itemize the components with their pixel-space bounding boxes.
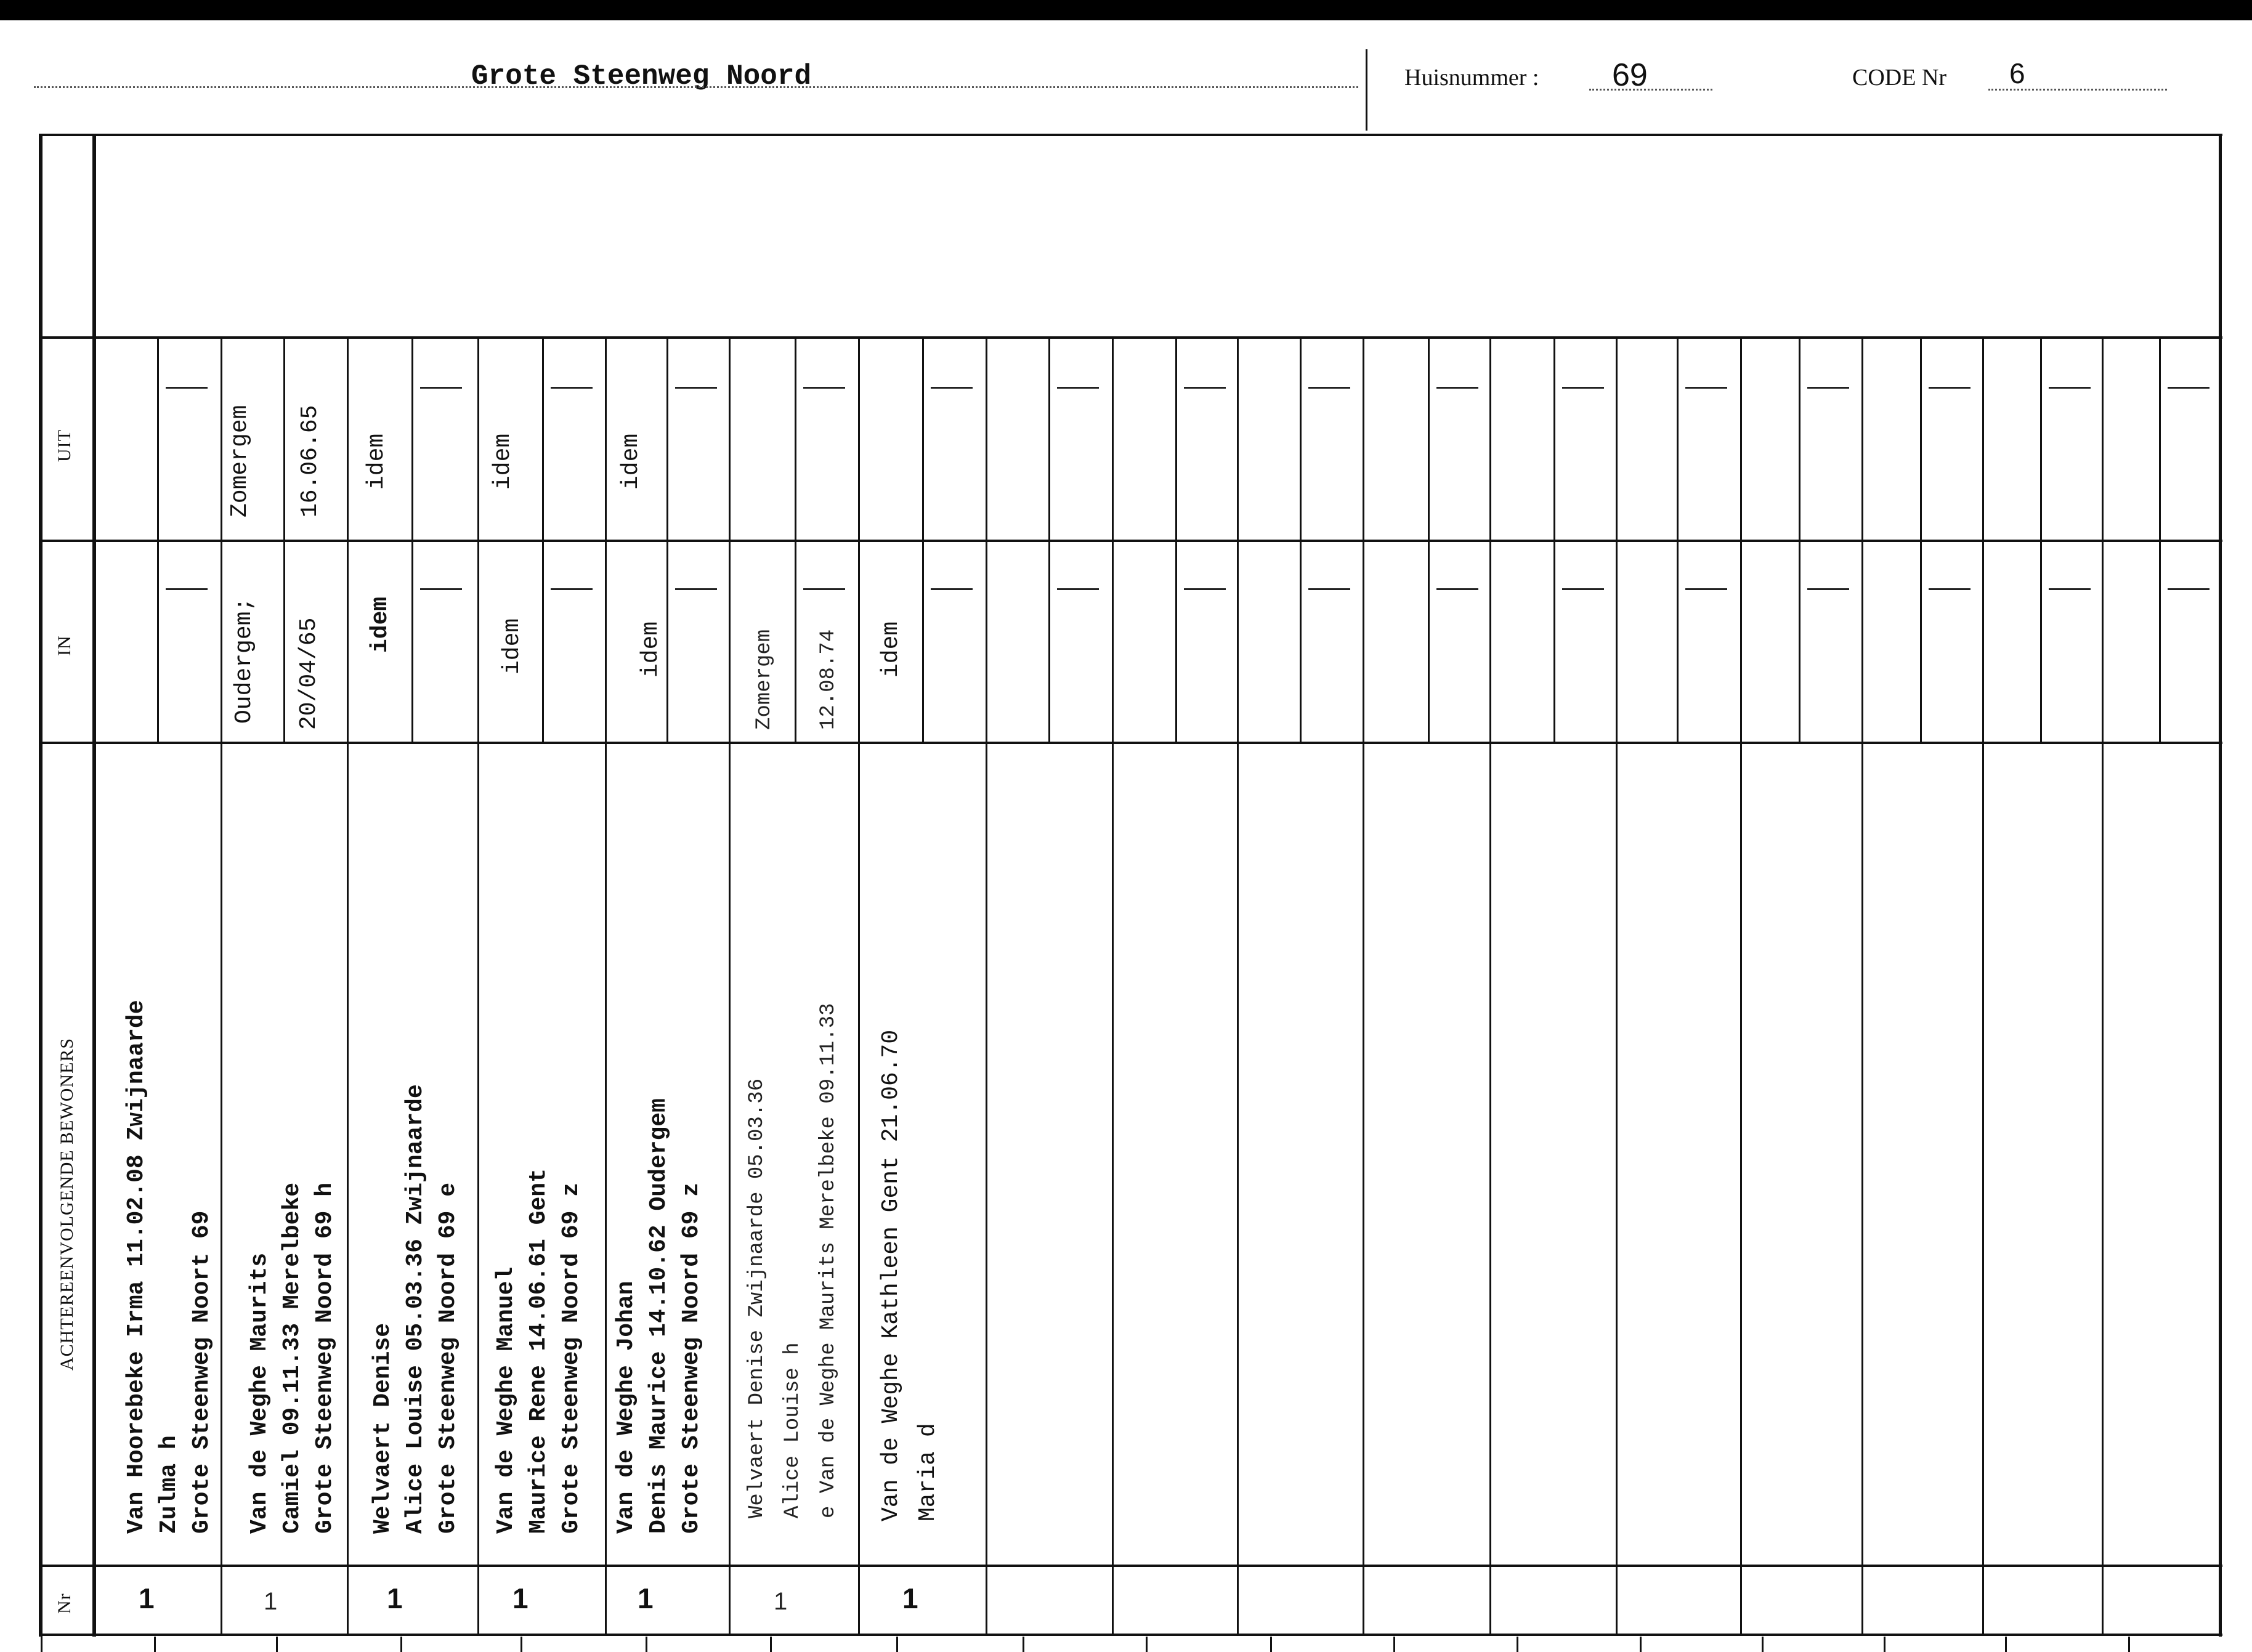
sub-column-divider [283,336,285,742]
bottom-tick [770,1637,772,1652]
resident-5-nr: 1 [638,1582,654,1614]
bottom-tick [1762,1637,1764,1652]
sub-column-divider [411,336,413,742]
sub-column-divider [1553,336,1555,742]
resident-1-nr: 1 [139,1582,155,1614]
empty-field-dash [931,387,973,389]
resident-2-in-place: Oudergem; [231,597,257,724]
empty-field-dash [1685,387,1727,389]
resident-7-in-place: idem [878,621,904,678]
bottom-tick [1146,1637,1148,1652]
bewoners-nr-border [39,1565,2222,1567]
street-name: Grote Steenweg Noord [471,60,812,92]
resident-6-in-place: Zomergem [753,629,776,730]
sub-column-divider [1048,336,1050,742]
resident-7-line-1: Van de Weghe Kathleen Gent 21.06.70 [878,1029,904,1521]
empty-field-dash [1308,588,1350,590]
sub-column-divider [2040,336,2042,742]
resident-2-line-3: Grote Steenweg Noord 69 h [312,1182,338,1534]
column-divider [1489,336,1491,1634]
column-divider [605,336,607,1634]
resident-4-in-place: idem [499,618,525,674]
resident-1-line-1: Van Hoorebeke Irma 11.02.08 Zwijnaarde [123,1000,150,1534]
sub-column-divider [1428,336,1430,742]
huisnummer-value: 69 [1612,57,1648,93]
resident-1-line-2: Zulma h [156,1435,182,1534]
huisnummer-dotted-line [1589,89,1712,91]
resident-5-uit-place: idem [618,433,644,490]
empty-field-dash [1807,387,1849,389]
resident-6-in-date: 12.08.74 [817,629,840,730]
empty-field-dash [1057,387,1099,389]
header-separator [1366,49,1367,131]
empty-field-dash [551,387,593,389]
resident-4-nr: 1 [512,1582,529,1614]
empty-field-dash [1562,387,1604,389]
column-divider [986,336,987,1634]
resident-6-line-3: e Van de Weghe Maurits Merelbeke 09.11.33 [817,1003,840,1518]
label-column-border [92,134,96,1637]
empty-field-dash [1184,387,1226,389]
street-dotted-line [34,86,1358,88]
resident-7-nr: 1 [902,1582,918,1614]
sub-column-divider [157,336,159,742]
empty-field-dash [2049,387,2091,389]
code-dotted-line [1988,89,2167,91]
resident-3-line-2: Alice Louise 05.03.36 Zwijnaarde [402,1084,429,1534]
bottom-tick [1023,1637,1024,1652]
resident-6-nr: 1 [774,1588,788,1615]
empty-field-dash [166,588,208,590]
resident-3-in-place: idem [367,596,394,653]
empty-field-dash [420,387,462,389]
column-divider [347,336,349,1634]
sub-column-divider [795,336,796,742]
empty-field-dash [931,588,973,590]
sub-column-divider [1677,336,1679,742]
in-bewoners-border [39,742,2222,744]
bewoners-label: ACHTEREENVOLGENDE BEWONERS [57,1037,77,1371]
resident-7-line-2: Maria d [915,1423,941,1521]
resident-3-nr: 1 [387,1582,403,1614]
bottom-tick [400,1637,402,1652]
sub-column-divider [1175,336,1177,742]
empty-field-dash [1807,588,1849,590]
in-label: IN [54,635,75,656]
column-divider [1982,336,1984,1634]
uit-label: UIT [54,429,75,462]
bottom-tick [1270,1637,1272,1652]
empty-field-dash [1184,588,1226,590]
table-top-border [39,134,2222,136]
empty-field-dash [166,387,208,389]
resident-4-line-2: Maurice Rene 14.06.61 Gent [525,1168,552,1534]
sub-column-divider [1300,336,1302,742]
table-bottom-border [39,1634,2222,1636]
empty-field-dash [803,387,845,389]
resident-6-line-1: Welvaert Denise Zwijnaarde 05.03.36 [745,1078,769,1518]
resident-4-line-3: Grote Steenweg Noord 69 z [558,1182,585,1534]
table-right-border [2219,134,2222,1637]
empty-field-dash [420,588,462,590]
bottom-tick [1640,1637,1642,1652]
column-divider [1363,336,1364,1634]
empty-field-dash [1436,588,1478,590]
uit-in-border [39,540,2222,542]
column-divider [2102,336,2104,1634]
column-divider [1112,336,1114,1634]
empty-field-dash [1562,588,1604,590]
resident-3-line-3: Grote Steenweg Noord 69 e [435,1182,461,1534]
resident-5-line-1: Van de Weghe Johan [613,1281,639,1534]
sub-column-divider [2159,336,2161,742]
column-divider [858,336,860,1634]
column-divider [477,336,479,1634]
huisnummer-label: Huisnummer : [1404,65,1539,91]
resident-5-line-3: Grote Steenweg Noord 69 z [678,1182,705,1534]
uit-top-border [39,336,2222,339]
code-value: 6 [2009,57,2025,89]
code-label: CODE Nr [1852,65,1947,91]
resident-2-line-2: Camiel 09.11.33 Merelbeke [279,1182,306,1534]
resident-4-uit-place: idem [490,433,516,490]
bottom-tick [2005,1637,2007,1652]
resident-2-uit-date: 16.06.65 [297,405,323,517]
bottom-tick [276,1637,278,1652]
empty-field-dash [675,387,717,389]
column-divider [221,336,222,1634]
top-border [0,0,2252,20]
resident-2-in-date: 20/04/65 [296,617,322,730]
column-divider [1237,336,1239,1634]
sub-column-divider [1799,336,1800,742]
empty-field-dash [551,588,593,590]
bottom-tick [646,1637,647,1652]
empty-field-dash [1436,387,1478,389]
column-divider [1616,336,1618,1634]
resident-2-uit-place: Zomergem [227,405,253,517]
empty-field-dash [1057,588,1099,590]
resident-5-line-2: Denis Maurice 14.10.62 Oudergem [646,1098,672,1534]
column-divider [1861,336,1863,1634]
bottom-tick [520,1637,522,1652]
empty-field-dash [675,588,717,590]
sub-column-divider [922,336,924,742]
resident-5-in-place: idem [638,621,664,678]
sub-column-divider [542,336,544,742]
bottom-tick [154,1637,156,1652]
empty-field-dash [2168,387,2209,389]
empty-field-dash [1308,387,1350,389]
resident-3-line-1: Welvaert Denise [370,1322,396,1534]
empty-field-dash [2168,588,2209,590]
empty-field-dash [1929,387,1970,389]
resident-3-uit-place: idem [363,433,390,490]
sub-column-divider [666,336,668,742]
empty-field-dash [1929,588,1970,590]
column-divider [1740,336,1742,1634]
table-left-border [39,134,43,1637]
resident-2-nr: 1 [264,1588,278,1615]
bottom-tick [1884,1637,1885,1652]
resident-2-line-1: Van de Weghe Maurits [246,1252,273,1534]
bottom-tick [2128,1637,2130,1652]
resident-4-line-1: Van de Weghe Manuel [493,1266,519,1534]
nr-label: Nr [54,1593,75,1614]
resident-1-line-3: Grote Steenweg Noort 69 [188,1210,215,1534]
sub-column-divider [1920,336,1922,742]
bottom-tick [896,1637,898,1652]
empty-field-dash [803,588,845,590]
bottom-tick [1393,1637,1395,1652]
empty-field-dash [2049,588,2091,590]
column-divider [729,336,731,1634]
resident-6-line-2: Alice Louise h [781,1342,804,1518]
bottom-tick [41,1637,43,1652]
bottom-tick [1517,1637,1518,1652]
empty-field-dash [1685,588,1727,590]
